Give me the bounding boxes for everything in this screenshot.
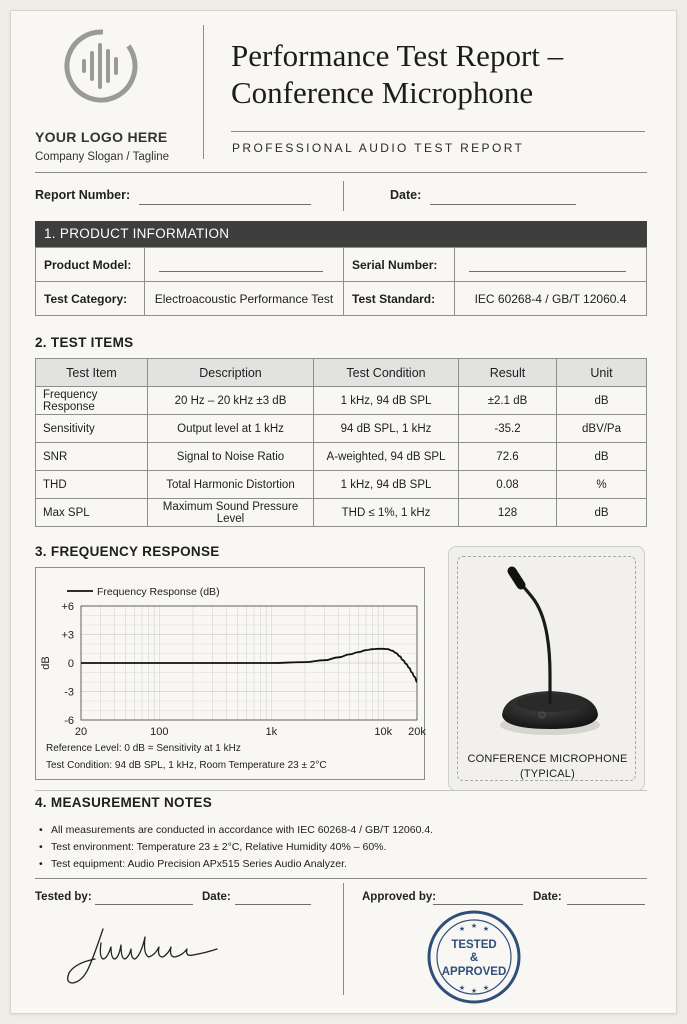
table-row	[36, 443, 647, 471]
test-category-value: Electroacoustic Performance Test	[145, 282, 344, 316]
approval-stamp	[426, 909, 522, 1005]
frequency-response-chart-box	[35, 567, 425, 780]
title-rule	[231, 131, 645, 132]
x-tick-label: 1k	[265, 726, 278, 738]
list-item: • Test equipment: Audio Precision APx515 Series Audio Analyzer.	[39, 856, 639, 873]
header-bottom-rule	[35, 172, 647, 173]
approved-date-field[interactable]	[567, 904, 645, 905]
title-line-1: Performance Test Report –	[231, 38, 564, 73]
frequency-response-heading: 3. FREQUENCY RESPONSE	[35, 544, 220, 559]
table-row	[36, 471, 647, 499]
y-tick-label: -3	[64, 686, 74, 699]
result-cell: -35.2	[459, 415, 557, 443]
test-items-table	[35, 358, 647, 527]
legend-label: Frequency Response (dB)	[97, 586, 220, 598]
description-cell: 20 Hz – 20 kHz ±3 dB	[148, 387, 314, 415]
condition-cell: 94 dB SPL, 1 kHz	[314, 415, 459, 443]
condition-cell: A-weighted, 94 dB SPL	[314, 443, 459, 471]
caption-line-1: CONFERENCE MICROPHONE	[467, 753, 628, 765]
table-row	[36, 415, 647, 443]
svg-text:★: ★	[458, 925, 466, 933]
column-header: Test Condition	[314, 359, 459, 387]
result-cell: ±2.1 dB	[459, 387, 557, 415]
x-tick-label: 100	[150, 726, 169, 738]
microphone-photo-box	[448, 546, 645, 791]
meta-divider	[343, 181, 344, 211]
product-info-heading: 1. PRODUCT INFORMATION	[35, 221, 647, 247]
column-header: Unit	[557, 359, 647, 387]
product-info-table	[35, 247, 647, 316]
report-number-field[interactable]	[139, 204, 311, 205]
column-header: Result	[459, 359, 557, 387]
tested-by-label: Tested by:	[35, 891, 92, 903]
svg-text:★: ★	[458, 984, 466, 992]
svg-text:★: ★	[470, 922, 478, 930]
column-header: Description	[148, 359, 314, 387]
y-tick-label: -6	[64, 715, 74, 727]
description-cell: Signal to Noise Ratio	[148, 443, 314, 471]
serial-number-field[interactable]	[455, 248, 647, 282]
approved-by-field[interactable]	[433, 904, 523, 905]
result-cell: 128	[459, 499, 557, 527]
result-cell: 72.6	[459, 443, 557, 471]
unit-cell: dB	[557, 499, 647, 527]
approved-by-label: Approved by:	[362, 891, 437, 903]
svg-text:★: ★	[470, 987, 478, 995]
table-header-row	[36, 359, 647, 387]
condition-cell: 1 kHz, 94 dB SPL	[314, 471, 459, 499]
handwritten-signature	[65, 923, 225, 991]
list-item: • All measurements are conducted in accordance with IEC 60268-4 / GB/T 12060.4.	[39, 822, 639, 839]
unit-cell: dB	[557, 387, 647, 415]
test-standard-label: Test Standard:	[344, 282, 455, 316]
description-cell: Output level at 1 kHz	[148, 415, 314, 443]
unit-cell: %	[557, 471, 647, 499]
microphone-image	[458, 557, 637, 747]
signoff-divider	[343, 883, 344, 995]
frequency-response-chart	[36, 568, 424, 740]
report-title	[231, 37, 661, 111]
stamp-text-3: APPROVED	[441, 966, 507, 978]
unit-cell: dB	[557, 443, 647, 471]
y-axis-label: dB	[40, 656, 52, 670]
report-subtitle: PROFESSIONAL AUDIO TEST REPORT	[232, 141, 525, 155]
y-tick-label: 0	[67, 658, 74, 670]
x-tick-label: 20k	[408, 726, 426, 738]
report-date-label: Date:	[390, 188, 422, 202]
waveform-logo-icon	[62, 27, 140, 105]
serial-number-label: Serial Number:	[344, 248, 455, 282]
logo-text: YOUR LOGO HERE	[35, 129, 168, 145]
unit-cell: dBV/Pa	[557, 415, 647, 443]
svg-text:★: ★	[482, 984, 490, 992]
report-page	[10, 10, 677, 1014]
test-standard-value: IEC 60268-4 / GB/T 12060.4	[455, 282, 647, 316]
y-tick-label: +6	[61, 601, 74, 613]
test-item-cell: Sensitivity	[36, 415, 148, 443]
test-item-cell: SNR	[36, 443, 148, 471]
stamp-text-1: TESTED	[451, 939, 497, 951]
list-item: • Test environment: Temperature 23 ± 2°C, Relative Humidity 40% – 60%.	[39, 839, 639, 856]
table-row	[36, 387, 647, 415]
test-items-heading: 2. TEST ITEMS	[35, 335, 134, 350]
column-header: Test Item	[36, 359, 148, 387]
svg-text:★: ★	[482, 925, 490, 933]
caption-line-2: (TYPICAL)	[520, 768, 575, 780]
company-slogan: Company Slogan / Tagline	[35, 151, 170, 163]
tested-by-field[interactable]	[95, 904, 193, 905]
x-tick-label: 20	[74, 726, 88, 738]
tested-date-field[interactable]	[235, 904, 311, 905]
test-category-label: Test Category:	[36, 282, 145, 316]
microphone-caption	[458, 752, 637, 782]
condition-cell: THD ≤ 1%, 1 kHz	[314, 499, 459, 527]
test-item-cell: THD	[36, 471, 148, 499]
stamp-text-2: &	[469, 952, 479, 964]
x-tick-label: 10k	[374, 726, 393, 738]
test-item-cell: Frequency Response	[36, 387, 148, 415]
description-cell: Maximum Sound Pressure Level	[148, 499, 314, 527]
y-tick-label: +3	[61, 629, 74, 642]
product-model-label: Product Model:	[36, 248, 145, 282]
signoff-top-rule	[35, 878, 647, 879]
result-cell: 0.08	[459, 471, 557, 499]
tested-date-label: Date:	[202, 891, 231, 903]
reference-note: Reference Level: 0 dB = Sensitivity at 1 kHz	[46, 743, 241, 754]
test-item-cell: Max SPL	[36, 499, 148, 527]
approved-date-label: Date:	[533, 891, 562, 903]
header-divider	[203, 25, 204, 159]
condition-note: Test Condition: 94 dB SPL, 1 kHz, Room Temperature 23 ± 2°C	[46, 760, 327, 771]
product-model-field[interactable]	[145, 248, 344, 282]
description-cell: Total Harmonic Distortion	[148, 471, 314, 499]
measurement-notes-heading: 4. MEASUREMENT NOTES	[35, 795, 213, 810]
measurement-notes-list	[39, 822, 639, 873]
microphone-photo-frame	[457, 556, 636, 781]
notes-top-rule	[35, 790, 647, 791]
condition-cell: 1 kHz, 94 dB SPL	[314, 387, 459, 415]
title-line-2: Conference Microphone	[231, 75, 534, 110]
table-row	[36, 499, 647, 527]
report-number-label: Report Number:	[35, 188, 131, 202]
report-date-field[interactable]	[430, 204, 576, 205]
